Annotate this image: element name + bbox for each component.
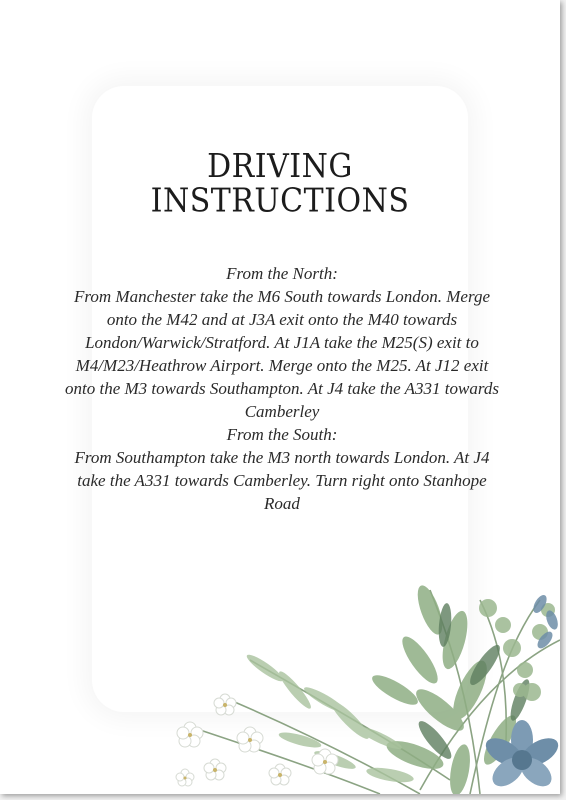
north-directions: From Manchester take the M6 South towards London. Merge onto the M42 and at J3A exit onto the M40 towards London/Warwick/Stratford. At J1A take the M25(S) exit to M4/M23/Heathrow Airport. Merge onto the M25. At J12 exit onto the M3 towards Southampton. At J4 take the A331 towards Camberley bbox=[65, 287, 499, 421]
north-heading: From the North: bbox=[226, 264, 338, 283]
card-title bbox=[0, 147, 560, 221]
south-heading: From the South: bbox=[226, 425, 338, 444]
south-directions: From Southampton take the M3 north towards London. At J4 take the A331 towards Camberley. Turn right onto Stanhope Road bbox=[74, 448, 490, 513]
directions-block bbox=[62, 262, 502, 515]
title-line-2: INSTRUCTIONS bbox=[150, 182, 410, 221]
title-line-1: DRIVING bbox=[207, 147, 353, 186]
